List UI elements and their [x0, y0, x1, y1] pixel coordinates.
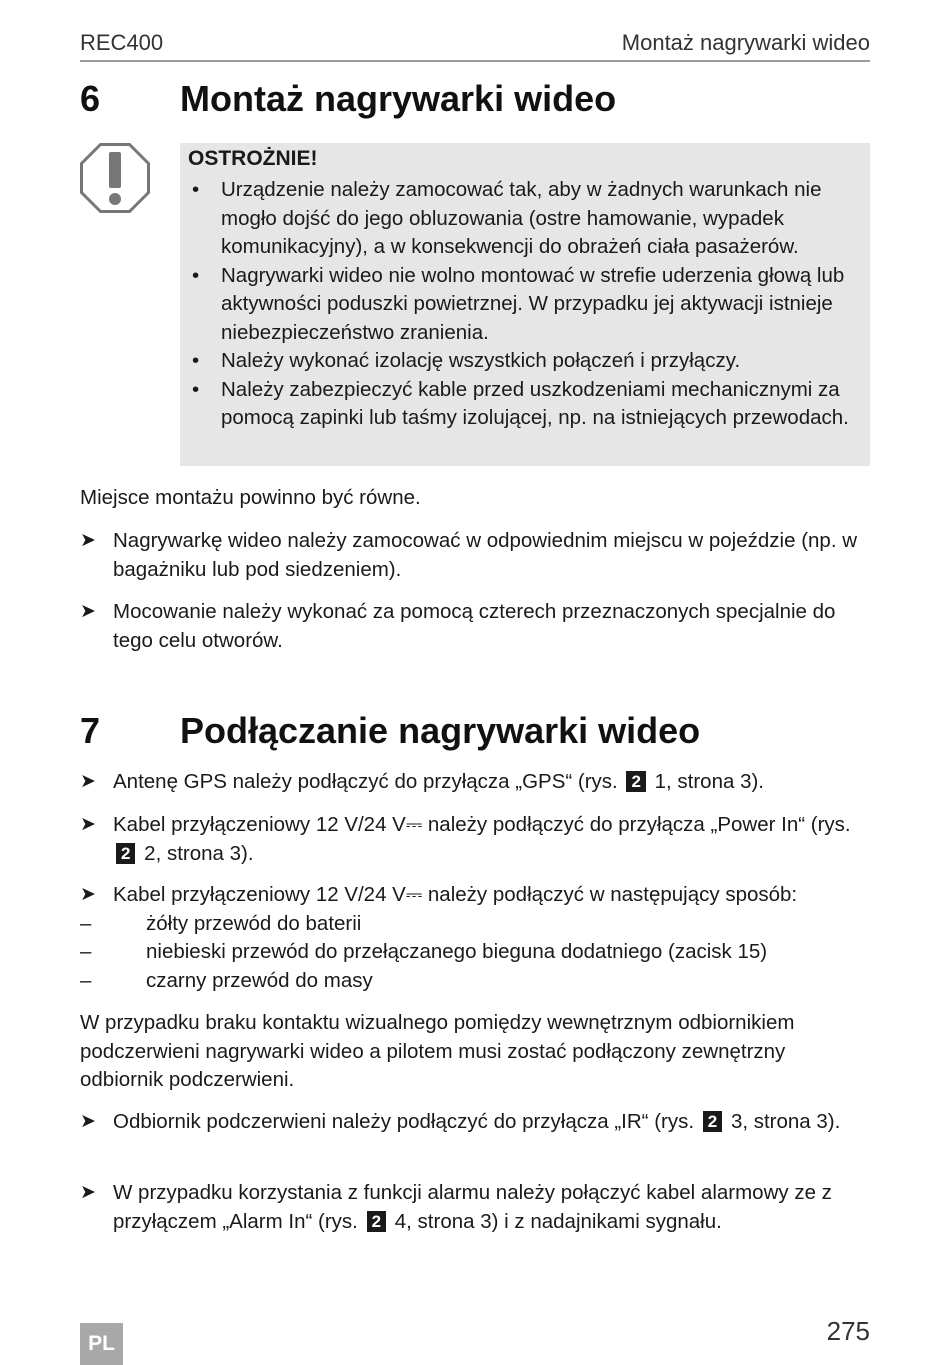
language-badge: PL: [80, 1323, 123, 1365]
step-text: 3, strona 3).: [730, 1110, 841, 1133]
step-text: 4, strona 3) i z nadajnikami sygnału.: [394, 1209, 722, 1233]
step-text: 2, strona 3).: [144, 841, 254, 865]
section-6-title: Montaż nagrywarki wideo: [180, 78, 617, 119]
header-product: REC400: [80, 30, 164, 55]
instruction-step: [80, 527, 870, 584]
section-7-number: 7: [80, 710, 101, 751]
list-item: • Urządzenie należy zamocować tak, aby w żadnych warunkach nie mogło dojść do jego obluzowania (ostre hamowanie, wypadek komunikacyjny), a w konsekwencji do obrażeń ciała pasażerów.: [192, 178, 822, 258]
instruction-step: [80, 598, 870, 655]
instruction-step: [80, 1179, 870, 1236]
step-text: Kabel przyłączeniowy 12 V/24 V⎓ należy podłączyć do przyłącza „Power In“ (rys.: [113, 813, 851, 836]
section-7-title: Podłączanie nagrywarki wideo: [180, 710, 701, 751]
header-chapter: Montaż nagrywarki wideo: [621, 30, 870, 55]
page-number: 275: [826, 1316, 870, 1346]
wire-list: [80, 910, 870, 996]
caution-text: Należy wykonać izolację wszystkich połączeń i przyłączy.: [221, 349, 741, 372]
figure-ref-badge: 2: [703, 1111, 722, 1132]
list-item: – niebieski przewód do przełączanego bieguna dodatniego (zacisk 15): [80, 940, 768, 963]
instruction-step: [80, 811, 870, 868]
page-header: [80, 30, 870, 62]
step-text: Antenę GPS należy podłączyć do przyłącza „GPS“ (rys.: [113, 770, 618, 793]
step-text: Nagrywarkę wideo należy zamocować w odpowiednim miejscu w pojeździe (np. w bagażniku lub pod siedzeniem).: [113, 529, 858, 581]
step-text: 1, strona 3).: [654, 770, 764, 793]
list-item: • Należy zabezpieczyć kable przed uszkodzeniami mechanicznymi za pomocą zapinki lub taśmy izolującej, np. na istniejących przewodach.: [192, 377, 849, 429]
wire-item: żółty przewód do baterii: [146, 911, 362, 935]
arrow-icon: ➤: [80, 771, 96, 792]
figure-ref-badge: 2: [367, 1211, 386, 1232]
step-text: Kabel przyłączeniowy 12 V/24 V⎓ należy podłączyć w następujący sposób:: [113, 883, 798, 906]
arrow-icon: ➤: [80, 1111, 96, 1132]
arrow-icon: ➤: [80, 530, 96, 551]
mounting-surface-note: Miejsce montażu powinno być równe.: [80, 486, 421, 509]
figure-ref-badge: 2: [626, 771, 645, 792]
list-item: – żółty przewód do baterii: [80, 911, 362, 935]
step-text: Mocowanie należy wykonać za pomocą czterech przeznaczonych specjalnie do tego celu otworów.: [113, 600, 836, 652]
list-item: • Należy wykonać izolację wszystkich połączeń i przyłączy.: [192, 349, 741, 372]
arrow-icon: ➤: [80, 814, 96, 835]
step-text: W przypadku korzystania z funkcji alarmu należy połączyć kabel alarmowy ze z przyłączem „Alarm In“ (rys.: [113, 1181, 832, 1233]
caution-text: Należy zabezpieczyć kable przed uszkodzeniami mechanicznymi za pomocą zapinki lub taśmy izolującej, np. na istniejących przewodach.: [221, 377, 849, 429]
caution-text: Urządzenie należy zamocować tak, aby w żadnych warunkach nie mogło dojść do jego obluzowania (ostre hamowanie, wypadek komunikacyjny), a w konsekwencji do obrażeń ciała pasażerów.: [221, 178, 822, 258]
warning-icon: [80, 143, 150, 213]
caution-box: [180, 143, 870, 466]
caution-title: OSTROŻNIE!: [188, 147, 318, 170]
wire-item: niebieski przewód do przełączanego bieguna dodatniego (zacisk 15): [146, 940, 768, 963]
arrow-icon: ➤: [80, 601, 96, 622]
wire-item: czarny przewód do masy: [146, 968, 373, 992]
list-item: – czarny przewód do masy: [80, 968, 373, 992]
ir-receiver-note: W przypadku braku kontaktu wizualnego pomiędzy wewnętrznym odbiornikiem podczerwieni nagrywarki wideo a pilotem musi zostać podłączony zewnętrzny odbiornik podczerwieni.: [80, 1011, 795, 1091]
section-6-number: 6: [80, 78, 101, 119]
caution-list: [188, 176, 864, 433]
caution-text: Nagrywarki wideo nie wolno montować w strefie uderzenia głową lub aktywności poduszki powietrznej. W przypadku jej aktywacji istnieje niebezpieczeństwo zranienia.: [221, 263, 845, 344]
step-text: Odbiornik podczerwieni należy podłączyć do przyłącza „IR“ (rys.: [113, 1110, 695, 1133]
arrow-icon: ➤: [80, 884, 96, 905]
instruction-step: [80, 881, 870, 995]
figure-ref-badge: 2: [116, 843, 135, 864]
arrow-icon: ➤: [80, 1182, 96, 1203]
instruction-step: [80, 1108, 870, 1137]
instruction-step: [80, 768, 870, 797]
list-item: • Nagrywarki wideo nie wolno montować w strefie uderzenia głową lub aktywności poduszki powietrznej. W przypadku jej aktywacji istnieje niebezpieczeństwo zranienia.: [192, 263, 845, 344]
